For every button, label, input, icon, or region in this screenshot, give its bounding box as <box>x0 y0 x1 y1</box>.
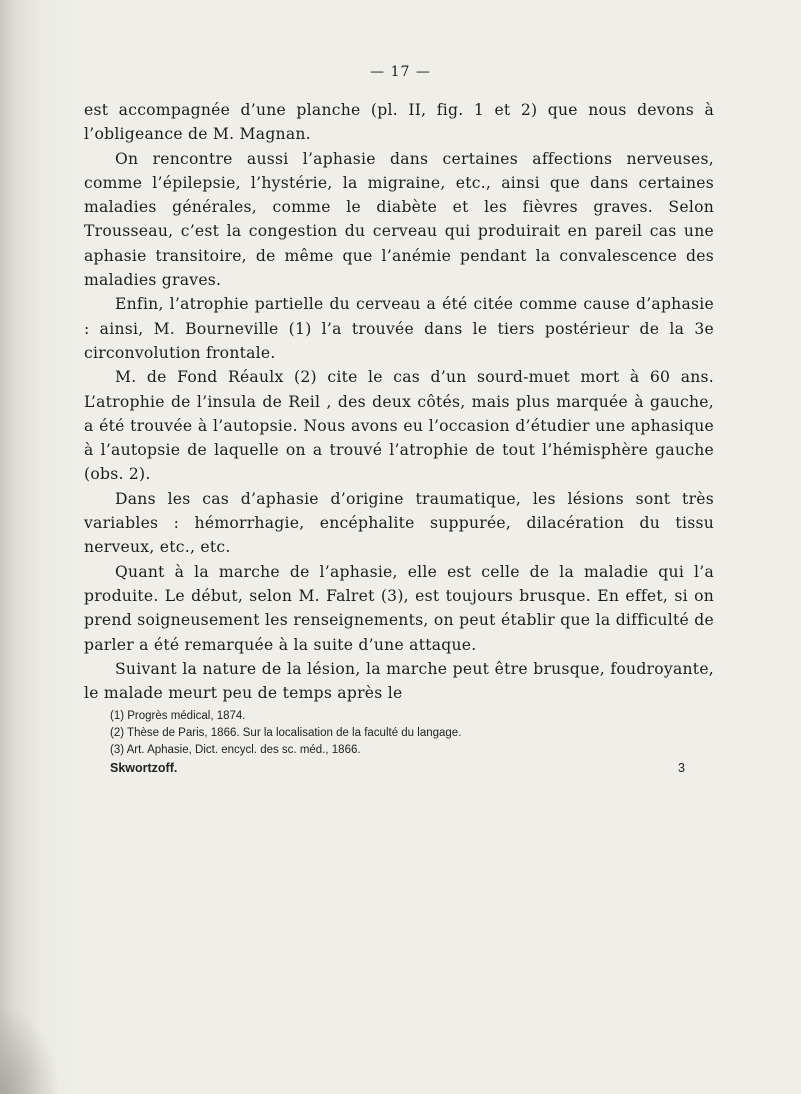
paragraph-6: Quant à la marche de l’aphasie, elle est celle de la maladie qui l’a produite. Le début, selon M. Falret (3), est toujours brusque. En effet, si on prend soigneusement les renseignements, on peut établir que la difficulté de parler a été remarquée à la suite d’une attaque. <box>84 562 714 654</box>
footnote-3: (3) Art. Aphasie, Dict. encycl. des sc. méd., 1866. <box>110 744 361 757</box>
footnote-1: (1) Progrès médical, 1874. <box>110 710 246 722</box>
footnote-2: (2) Thèse de Paris, 1866. Sur la localisation de la faculté du langage. <box>110 727 462 740</box>
footnotes <box>110 708 710 760</box>
signature-name: Skwortzoff. <box>110 761 178 775</box>
paragraph-4: M. de Fond Réaulx (2) cite le cas d’un sourd-muet mort à 60 ans. L’atrophie de l’insula de Reil , des deux côtés, mais plus marquée à gauche, a été trouvée à l’autopsie. Nous avons eu l’occasion d’étudier une aphasique à l’autopsie de laquelle on a trouvé l’atrophie de tout l’hémisphère gauche (obs. 2). <box>84 368 714 484</box>
paragraph-1: est accompagnée d’une planche (pl. II, fig. 1 et 2) que nous devons à l’obligeance de M. Magnan. <box>84 101 714 144</box>
paragraph-7: Suivant la nature de la lésion, la marche peut être brusque, foudroyante, le malade meurt peu de temps après le <box>84 659 714 703</box>
page-number: — 17 — <box>370 64 431 80</box>
signature-line <box>110 761 685 775</box>
binding-shadow <box>0 1004 60 1094</box>
signature-number: 3 <box>678 761 685 775</box>
paragraph-2: On rencontre aussi l’aphasie dans certaines affections nerveuses, comme l’épilepsie, l’hystérie, la migraine, etc., ainsi que dans certaines maladies générales, comme le diabète et les fièvres graves. Selon Trousseau, c’est la congestion du cerveau qui produirait en pareil cas une aphasie transitoire, de même que l’anémie pendant la convalescence des maladies graves. <box>84 149 714 290</box>
paragraph-3: Enfin, l’atrophie partielle du cerveau a été citée comme cause d’aphasie : ainsi, M. Bourneville (1) l’a trouvée dans le tiers postérieur de la 3e circonvolution frontale. <box>84 295 714 362</box>
body-text <box>84 98 714 705</box>
paragraph-5: Dans les cas d’aphasie d’origine traumatique, les lésions sont très variables : hémorrhagie, encéphalite suppurée, dilacération du tissu nerveux, etc., etc. <box>84 489 714 557</box>
